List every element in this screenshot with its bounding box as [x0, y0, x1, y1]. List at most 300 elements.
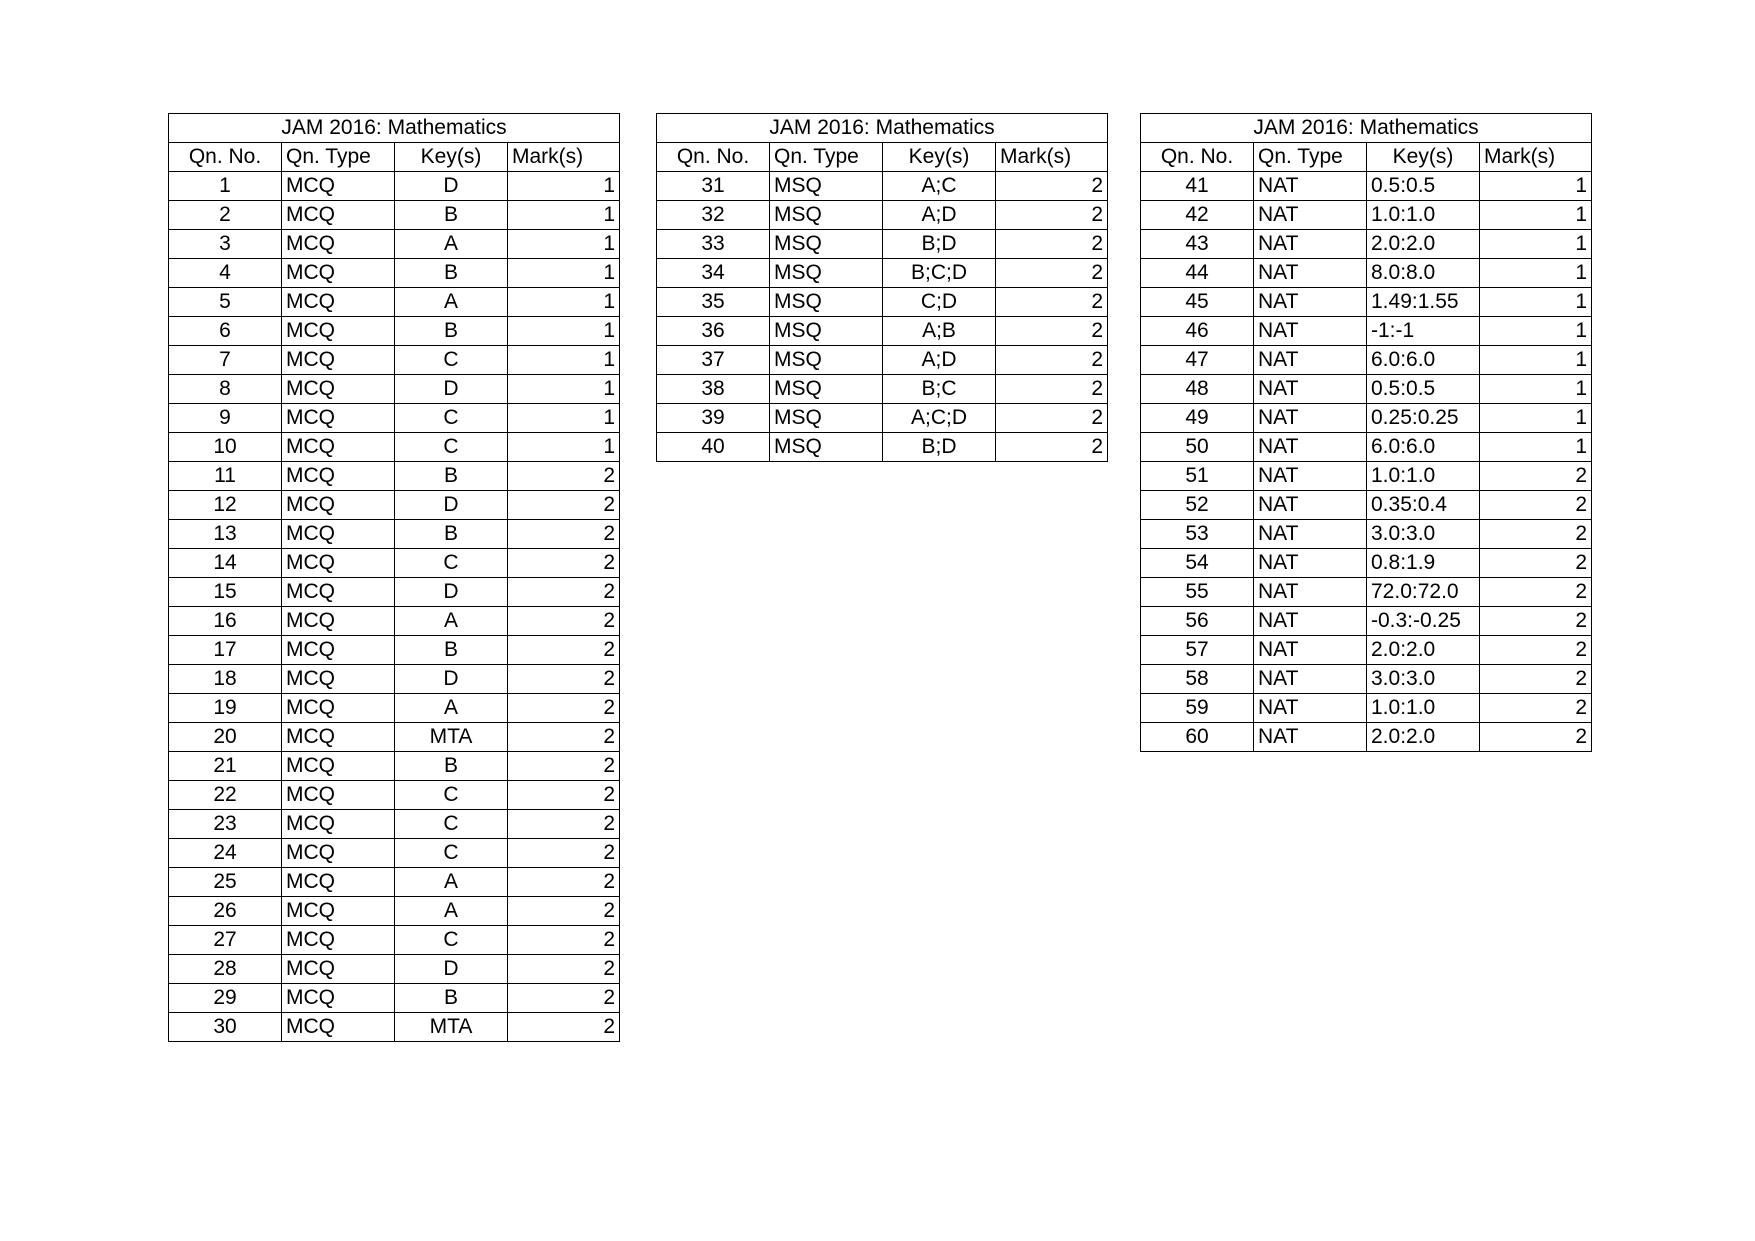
question-type: NAT: [1254, 404, 1367, 433]
marks: 1: [1480, 259, 1592, 288]
marks: 1: [508, 230, 620, 259]
table-row: [169, 288, 620, 317]
marks: 2: [996, 433, 1108, 462]
marks: 2: [508, 955, 620, 984]
marks: 2: [508, 491, 620, 520]
question-type: MCQ: [282, 317, 395, 346]
answer-key-grid: [1140, 113, 1592, 752]
answer-key: D: [395, 375, 508, 404]
table-row: [1141, 578, 1592, 607]
table-row: [1141, 549, 1592, 578]
question-number: 24: [169, 839, 282, 868]
marks: 2: [996, 201, 1108, 230]
answer-key: 0.5:0.5: [1367, 375, 1480, 404]
table-row: [1141, 491, 1592, 520]
answer-key: 1.0:1.0: [1367, 694, 1480, 723]
question-number: 52: [1141, 491, 1254, 520]
answer-key-table-1: [168, 113, 620, 1042]
table-row: [1141, 317, 1592, 346]
question-number: 33: [657, 230, 770, 259]
table-row: [1141, 694, 1592, 723]
answer-key: A: [395, 897, 508, 926]
question-type: MSQ: [770, 346, 883, 375]
question-type: MCQ: [282, 607, 395, 636]
header-marks: Mark(s): [996, 143, 1108, 172]
answer-key: 6.0:6.0: [1367, 433, 1480, 462]
question-number: 23: [169, 810, 282, 839]
question-type: MSQ: [770, 404, 883, 433]
marks: 2: [996, 172, 1108, 201]
table-row: [169, 752, 620, 781]
question-number: 41: [1141, 172, 1254, 201]
question-number: 8: [169, 375, 282, 404]
question-type: MCQ: [282, 433, 395, 462]
marks: 2: [1480, 520, 1592, 549]
answer-key: 72.0:72.0: [1367, 578, 1480, 607]
answer-key: B: [395, 462, 508, 491]
answer-key: 1.0:1.0: [1367, 201, 1480, 230]
question-type: NAT: [1254, 665, 1367, 694]
marks: 2: [1480, 723, 1592, 752]
marks: 2: [996, 288, 1108, 317]
question-number: 10: [169, 433, 282, 462]
question-number: 19: [169, 694, 282, 723]
question-type: NAT: [1254, 317, 1367, 346]
marks: 2: [996, 375, 1108, 404]
header-qn-type: Qn. Type: [1254, 143, 1367, 172]
marks: 2: [508, 984, 620, 1013]
question-type: NAT: [1254, 259, 1367, 288]
question-type: MCQ: [282, 810, 395, 839]
marks: 1: [508, 346, 620, 375]
question-number: 57: [1141, 636, 1254, 665]
marks: 2: [508, 897, 620, 926]
question-type: MCQ: [282, 723, 395, 752]
question-type: NAT: [1254, 520, 1367, 549]
question-number: 16: [169, 607, 282, 636]
question-number: 26: [169, 897, 282, 926]
answer-key: MTA: [395, 1013, 508, 1042]
question-number: 34: [657, 259, 770, 288]
table-row: [1141, 723, 1592, 752]
question-number: 29: [169, 984, 282, 1013]
marks: 2: [508, 520, 620, 549]
question-type: NAT: [1254, 607, 1367, 636]
answer-key: C: [395, 781, 508, 810]
header-qn-type: Qn. Type: [770, 143, 883, 172]
question-type: MCQ: [282, 462, 395, 491]
marks: 1: [1480, 201, 1592, 230]
question-number: 3: [169, 230, 282, 259]
table-row: [169, 955, 620, 984]
marks: 2: [508, 1013, 620, 1042]
answer-key: A: [395, 230, 508, 259]
question-type: NAT: [1254, 201, 1367, 230]
answer-key: B: [395, 520, 508, 549]
table-row: [169, 578, 620, 607]
table-row: [1141, 201, 1592, 230]
marks: 2: [1480, 578, 1592, 607]
question-type: MCQ: [282, 752, 395, 781]
question-type: NAT: [1254, 578, 1367, 607]
table-row: [1141, 433, 1592, 462]
answer-key: C: [395, 346, 508, 375]
question-number: 22: [169, 781, 282, 810]
question-number: 44: [1141, 259, 1254, 288]
answer-key: C: [395, 810, 508, 839]
table-row: [657, 288, 1108, 317]
question-type: NAT: [1254, 433, 1367, 462]
table-row: [169, 172, 620, 201]
question-type: NAT: [1254, 694, 1367, 723]
table-row: [1141, 462, 1592, 491]
table-row: [169, 375, 620, 404]
question-type: MCQ: [282, 230, 395, 259]
question-type: MCQ: [282, 259, 395, 288]
answer-key: 3.0:3.0: [1367, 665, 1480, 694]
marks: 2: [508, 549, 620, 578]
answer-key: B;C;D: [883, 259, 996, 288]
marks: 2: [996, 317, 1108, 346]
question-number: 12: [169, 491, 282, 520]
question-number: 20: [169, 723, 282, 752]
table-row: [657, 172, 1108, 201]
table-title: JAM 2016: Mathematics: [169, 114, 620, 143]
answer-key-grid: [168, 113, 620, 1042]
table-row: [657, 433, 1108, 462]
header-qn-type: Qn. Type: [282, 143, 395, 172]
question-number: 40: [657, 433, 770, 462]
answer-key: C: [395, 549, 508, 578]
answer-key: B: [395, 317, 508, 346]
marks: 2: [1480, 636, 1592, 665]
table-row: [169, 549, 620, 578]
table-row: [169, 984, 620, 1013]
answer-key: C: [395, 433, 508, 462]
marks: 1: [508, 288, 620, 317]
marks: 2: [996, 259, 1108, 288]
marks: 2: [996, 404, 1108, 433]
marks: 1: [508, 259, 620, 288]
question-number: 28: [169, 955, 282, 984]
table-row: [169, 636, 620, 665]
answer-key: A;C;D: [883, 404, 996, 433]
answer-key: B: [395, 636, 508, 665]
answer-key: A;B: [883, 317, 996, 346]
marks: 2: [508, 810, 620, 839]
answer-key: 2.0:2.0: [1367, 723, 1480, 752]
table-row: [657, 346, 1108, 375]
question-number: 51: [1141, 462, 1254, 491]
question-number: 25: [169, 868, 282, 897]
question-type: MSQ: [770, 317, 883, 346]
header-marks: Mark(s): [508, 143, 620, 172]
table-row: [1141, 346, 1592, 375]
question-type: MCQ: [282, 694, 395, 723]
table-row: [1141, 375, 1592, 404]
answer-key: B: [395, 752, 508, 781]
answer-key: C;D: [883, 288, 996, 317]
question-type: NAT: [1254, 462, 1367, 491]
table-row: [169, 781, 620, 810]
question-type: MCQ: [282, 955, 395, 984]
marks: 2: [508, 665, 620, 694]
table-title: JAM 2016: Mathematics: [1141, 114, 1592, 143]
header-qn-no: Qn. No.: [169, 143, 282, 172]
answer-key: A;D: [883, 346, 996, 375]
question-type: MCQ: [282, 897, 395, 926]
answer-key: 1.49:1.55: [1367, 288, 1480, 317]
marks: 2: [1480, 549, 1592, 578]
marks: 2: [508, 694, 620, 723]
marks: 2: [508, 723, 620, 752]
answer-key: A: [395, 288, 508, 317]
question-number: 32: [657, 201, 770, 230]
marks: 2: [508, 781, 620, 810]
marks: 1: [1480, 346, 1592, 375]
header-qn-no: Qn. No.: [1141, 143, 1254, 172]
question-type: MCQ: [282, 201, 395, 230]
question-number: 54: [1141, 549, 1254, 578]
answer-key: 2.0:2.0: [1367, 230, 1480, 259]
question-number: 43: [1141, 230, 1254, 259]
question-type: MSQ: [770, 172, 883, 201]
question-number: 14: [169, 549, 282, 578]
answer-key: B;D: [883, 433, 996, 462]
table-row: [169, 317, 620, 346]
table-row: [657, 230, 1108, 259]
marks: 1: [1480, 172, 1592, 201]
answer-key: D: [395, 665, 508, 694]
question-type: MCQ: [282, 781, 395, 810]
question-number: 30: [169, 1013, 282, 1042]
question-number: 36: [657, 317, 770, 346]
table-row: [169, 491, 620, 520]
question-type: NAT: [1254, 288, 1367, 317]
question-number: 60: [1141, 723, 1254, 752]
question-number: 7: [169, 346, 282, 375]
question-number: 37: [657, 346, 770, 375]
table-row: [1141, 665, 1592, 694]
answer-key: C: [395, 839, 508, 868]
question-type: NAT: [1254, 172, 1367, 201]
question-number: 15: [169, 578, 282, 607]
question-type: MCQ: [282, 868, 395, 897]
question-number: 21: [169, 752, 282, 781]
question-number: 49: [1141, 404, 1254, 433]
question-number: 56: [1141, 607, 1254, 636]
header-keys: Key(s): [1367, 143, 1480, 172]
marks: 1: [508, 375, 620, 404]
answer-key: 8.0:8.0: [1367, 259, 1480, 288]
table-row: [657, 375, 1108, 404]
answer-key: 1.0:1.0: [1367, 462, 1480, 491]
answer-key: A;D: [883, 201, 996, 230]
question-type: MCQ: [282, 636, 395, 665]
table-row: [1141, 636, 1592, 665]
answer-key: 6.0:6.0: [1367, 346, 1480, 375]
marks: 1: [1480, 433, 1592, 462]
answer-key: D: [395, 955, 508, 984]
table-row: [169, 259, 620, 288]
answer-key: A;C: [883, 172, 996, 201]
answer-key: 0.25:0.25: [1367, 404, 1480, 433]
table-row: [657, 259, 1108, 288]
table-row: [1141, 520, 1592, 549]
question-type: NAT: [1254, 491, 1367, 520]
question-type: MSQ: [770, 201, 883, 230]
question-number: 39: [657, 404, 770, 433]
question-number: 27: [169, 926, 282, 955]
question-type: MSQ: [770, 288, 883, 317]
table-row: [1141, 404, 1592, 433]
question-type: MSQ: [770, 375, 883, 404]
marks: 2: [1480, 665, 1592, 694]
question-number: 11: [169, 462, 282, 491]
question-type: NAT: [1254, 346, 1367, 375]
question-type: MCQ: [282, 172, 395, 201]
question-number: 53: [1141, 520, 1254, 549]
answer-key: D: [395, 491, 508, 520]
answer-key: 0.5:0.5: [1367, 172, 1480, 201]
answer-key: A: [395, 607, 508, 636]
marks: 1: [1480, 288, 1592, 317]
answer-key: A: [395, 694, 508, 723]
question-number: 48: [1141, 375, 1254, 404]
marks: 2: [996, 230, 1108, 259]
question-type: NAT: [1254, 549, 1367, 578]
table-row: [169, 810, 620, 839]
answer-key: D: [395, 172, 508, 201]
question-type: MCQ: [282, 1013, 395, 1042]
table-row: [169, 462, 620, 491]
answer-key: B: [395, 984, 508, 1013]
marks: 2: [508, 752, 620, 781]
answer-key: 0.8:1.9: [1367, 549, 1480, 578]
question-number: 4: [169, 259, 282, 288]
table-row: [169, 868, 620, 897]
marks: 1: [508, 201, 620, 230]
table-title: JAM 2016: Mathematics: [657, 114, 1108, 143]
table-row: [169, 433, 620, 462]
table-row: [169, 839, 620, 868]
answer-key-table-3: [1140, 113, 1592, 752]
answer-key: B;C: [883, 375, 996, 404]
question-number: 17: [169, 636, 282, 665]
question-type: MCQ: [282, 346, 395, 375]
table-row: [169, 607, 620, 636]
table-row: [1141, 607, 1592, 636]
table-row: [1141, 230, 1592, 259]
answer-key-table-2: [656, 113, 1108, 462]
header-marks: Mark(s): [1480, 143, 1592, 172]
marks: 2: [508, 462, 620, 491]
table-row: [657, 317, 1108, 346]
question-type: MCQ: [282, 926, 395, 955]
marks: 1: [508, 433, 620, 462]
question-type: MCQ: [282, 520, 395, 549]
answer-key: B;D: [883, 230, 996, 259]
table-row: [169, 897, 620, 926]
question-type: NAT: [1254, 375, 1367, 404]
marks: 2: [508, 578, 620, 607]
marks: 1: [1480, 375, 1592, 404]
question-type: MCQ: [282, 491, 395, 520]
header-qn-no: Qn. No.: [657, 143, 770, 172]
answer-key: MTA: [395, 723, 508, 752]
question-type: MSQ: [770, 230, 883, 259]
marks: 1: [1480, 404, 1592, 433]
question-type: NAT: [1254, 636, 1367, 665]
marks: 1: [508, 404, 620, 433]
marks: 2: [1480, 607, 1592, 636]
answer-key: -1:-1: [1367, 317, 1480, 346]
question-number: 46: [1141, 317, 1254, 346]
marks: 2: [1480, 462, 1592, 491]
question-type: NAT: [1254, 230, 1367, 259]
table-row: [169, 723, 620, 752]
question-type: MCQ: [282, 984, 395, 1013]
marks: 2: [1480, 491, 1592, 520]
marks: 1: [508, 317, 620, 346]
answer-key: A: [395, 868, 508, 897]
marks: 2: [508, 839, 620, 868]
question-number: 58: [1141, 665, 1254, 694]
table-row: [1141, 172, 1592, 201]
question-number: 31: [657, 172, 770, 201]
answer-key: -0.3:-0.25: [1367, 607, 1480, 636]
answer-key: C: [395, 404, 508, 433]
table-row: [169, 404, 620, 433]
question-number: 50: [1141, 433, 1254, 462]
header-keys: Key(s): [883, 143, 996, 172]
answer-key: B: [395, 259, 508, 288]
question-number: 59: [1141, 694, 1254, 723]
table-row: [657, 201, 1108, 230]
question-type: MCQ: [282, 665, 395, 694]
question-number: 6: [169, 317, 282, 346]
question-number: 45: [1141, 288, 1254, 317]
answer-key: 2.0:2.0: [1367, 636, 1480, 665]
marks: 2: [508, 868, 620, 897]
question-number: 9: [169, 404, 282, 433]
header-keys: Key(s): [395, 143, 508, 172]
question-number: 55: [1141, 578, 1254, 607]
question-number: 1: [169, 172, 282, 201]
question-type: NAT: [1254, 723, 1367, 752]
question-number: 38: [657, 375, 770, 404]
marks: 1: [1480, 317, 1592, 346]
question-number: 2: [169, 201, 282, 230]
question-number: 13: [169, 520, 282, 549]
question-type: MCQ: [282, 375, 395, 404]
question-number: 35: [657, 288, 770, 317]
answer-key: C: [395, 926, 508, 955]
marks: 2: [508, 607, 620, 636]
question-number: 18: [169, 665, 282, 694]
table-row: [169, 201, 620, 230]
table-row: [169, 520, 620, 549]
question-type: MCQ: [282, 288, 395, 317]
question-type: MCQ: [282, 549, 395, 578]
answer-key: D: [395, 578, 508, 607]
question-number: 47: [1141, 346, 1254, 375]
table-row: [1141, 288, 1592, 317]
answer-key: B: [395, 201, 508, 230]
table-row: [169, 346, 620, 375]
answer-key: 3.0:3.0: [1367, 520, 1480, 549]
answer-key: 0.35:0.4: [1367, 491, 1480, 520]
